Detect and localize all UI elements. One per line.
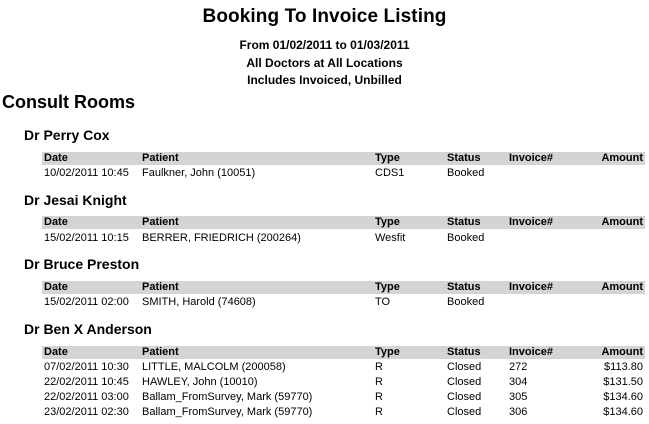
cell-patient: Ballam_FromSurvey, Mark (59770) — [142, 406, 313, 418]
cell-status: Closed — [447, 406, 482, 418]
column-header-type: Type — [375, 281, 400, 293]
cell-date: 22/02/2011 10:45 — [44, 376, 129, 388]
cell-type: R — [375, 376, 383, 388]
cell-patient: HAWLEY, John (10010) — [142, 376, 258, 388]
column-header-patient: Patient — [142, 281, 179, 293]
report-date-range: From 01/02/2011 to 01/03/2011 — [239, 38, 410, 52]
column-header-amount: Amount — [601, 152, 643, 164]
cell-status: Booked — [447, 167, 485, 179]
column-header-date: Date — [44, 216, 68, 228]
column-header-status: Status — [447, 281, 481, 293]
column-header-type: Type — [375, 152, 400, 164]
cell-type: TO — [375, 296, 391, 308]
section-title: Consult Rooms — [2, 92, 135, 112]
cell-patient: SMITH, Harold (74608) — [142, 296, 256, 308]
cell-date: 10/02/2011 10:45 — [44, 167, 129, 179]
column-header-amount: Amount — [601, 216, 643, 228]
table-header — [42, 281, 645, 294]
column-header-invoice: Invoice# — [509, 216, 554, 228]
cell-status: Booked — [447, 232, 485, 244]
table-row — [42, 167, 645, 182]
cell-status: Closed — [447, 391, 482, 403]
cell-type: R — [375, 361, 383, 373]
table-row — [42, 232, 645, 247]
column-header-amount: Amount — [601, 281, 643, 293]
table-row — [42, 296, 645, 311]
table-header — [42, 216, 645, 229]
table-row — [42, 391, 645, 406]
doctor-name: Dr Jesai Knight — [24, 192, 127, 208]
doctor-name: Dr Ben X Anderson — [24, 321, 152, 337]
cell-amount: $113.80 — [604, 361, 643, 373]
column-header-type: Type — [375, 216, 400, 228]
cell-status: Closed — [447, 376, 482, 388]
cell-date: 15/02/2011 10:15 — [44, 232, 129, 244]
cell-invoice: 272 — [509, 361, 528, 373]
column-header-patient: Patient — [142, 346, 179, 358]
cell-status: Closed — [447, 361, 482, 373]
column-header-amount: Amount — [601, 346, 643, 358]
doctor-name: Dr Bruce Preston — [24, 256, 140, 272]
cell-type: R — [375, 406, 383, 418]
cell-invoice: 304 — [509, 376, 528, 388]
cell-date: 23/02/2011 02:30 — [44, 406, 129, 418]
column-header-type: Type — [375, 346, 400, 358]
cell-status: Booked — [447, 296, 485, 308]
cell-amount: $134.60 — [603, 391, 643, 403]
column-header-patient: Patient — [142, 152, 179, 164]
column-header-status: Status — [447, 346, 481, 358]
column-header-invoice: Invoice# — [509, 281, 554, 293]
table-header — [42, 346, 645, 359]
cell-invoice: 305 — [509, 391, 528, 403]
cell-patient: BERRER, FRIEDRICH (200264) — [142, 232, 301, 244]
column-header-status: Status — [447, 152, 481, 164]
cell-patient: LITTLE, MALCOLM (200058) — [142, 361, 286, 373]
column-header-date: Date — [44, 152, 68, 164]
cell-invoice: 306 — [509, 406, 528, 418]
cell-date: 15/02/2011 02:00 — [44, 296, 129, 308]
cell-patient: Faulkner, John (10051) — [142, 167, 256, 179]
cell-amount: $134.60 — [603, 406, 643, 418]
column-header-patient: Patient — [142, 216, 179, 228]
column-header-date: Date — [44, 281, 68, 293]
cell-patient: Ballam_FromSurvey, Mark (59770) — [142, 391, 313, 403]
table-row — [42, 376, 645, 391]
report-title: Booking To Invoice Listing — [202, 6, 447, 27]
report-includes: Includes Invoiced, Unbilled — [247, 73, 402, 87]
cell-type: R — [375, 391, 383, 403]
column-header-date: Date — [44, 346, 68, 358]
doctor-name: Dr Perry Cox — [24, 127, 110, 143]
cell-date: 22/02/2011 03:00 — [44, 391, 129, 403]
cell-type: Wesfit — [375, 232, 406, 244]
report-scope: All Doctors at All Locations — [246, 56, 403, 70]
cell-amount: $131.50 — [603, 376, 643, 388]
column-header-invoice: Invoice# — [509, 346, 554, 358]
cell-type: CDS1 — [375, 167, 405, 179]
cell-date: 07/02/2011 10:30 — [44, 361, 129, 373]
column-header-invoice: Invoice# — [509, 152, 554, 164]
table-header — [42, 152, 645, 165]
table-row — [42, 361, 645, 376]
table-row — [42, 406, 645, 421]
column-header-status: Status — [447, 216, 481, 228]
